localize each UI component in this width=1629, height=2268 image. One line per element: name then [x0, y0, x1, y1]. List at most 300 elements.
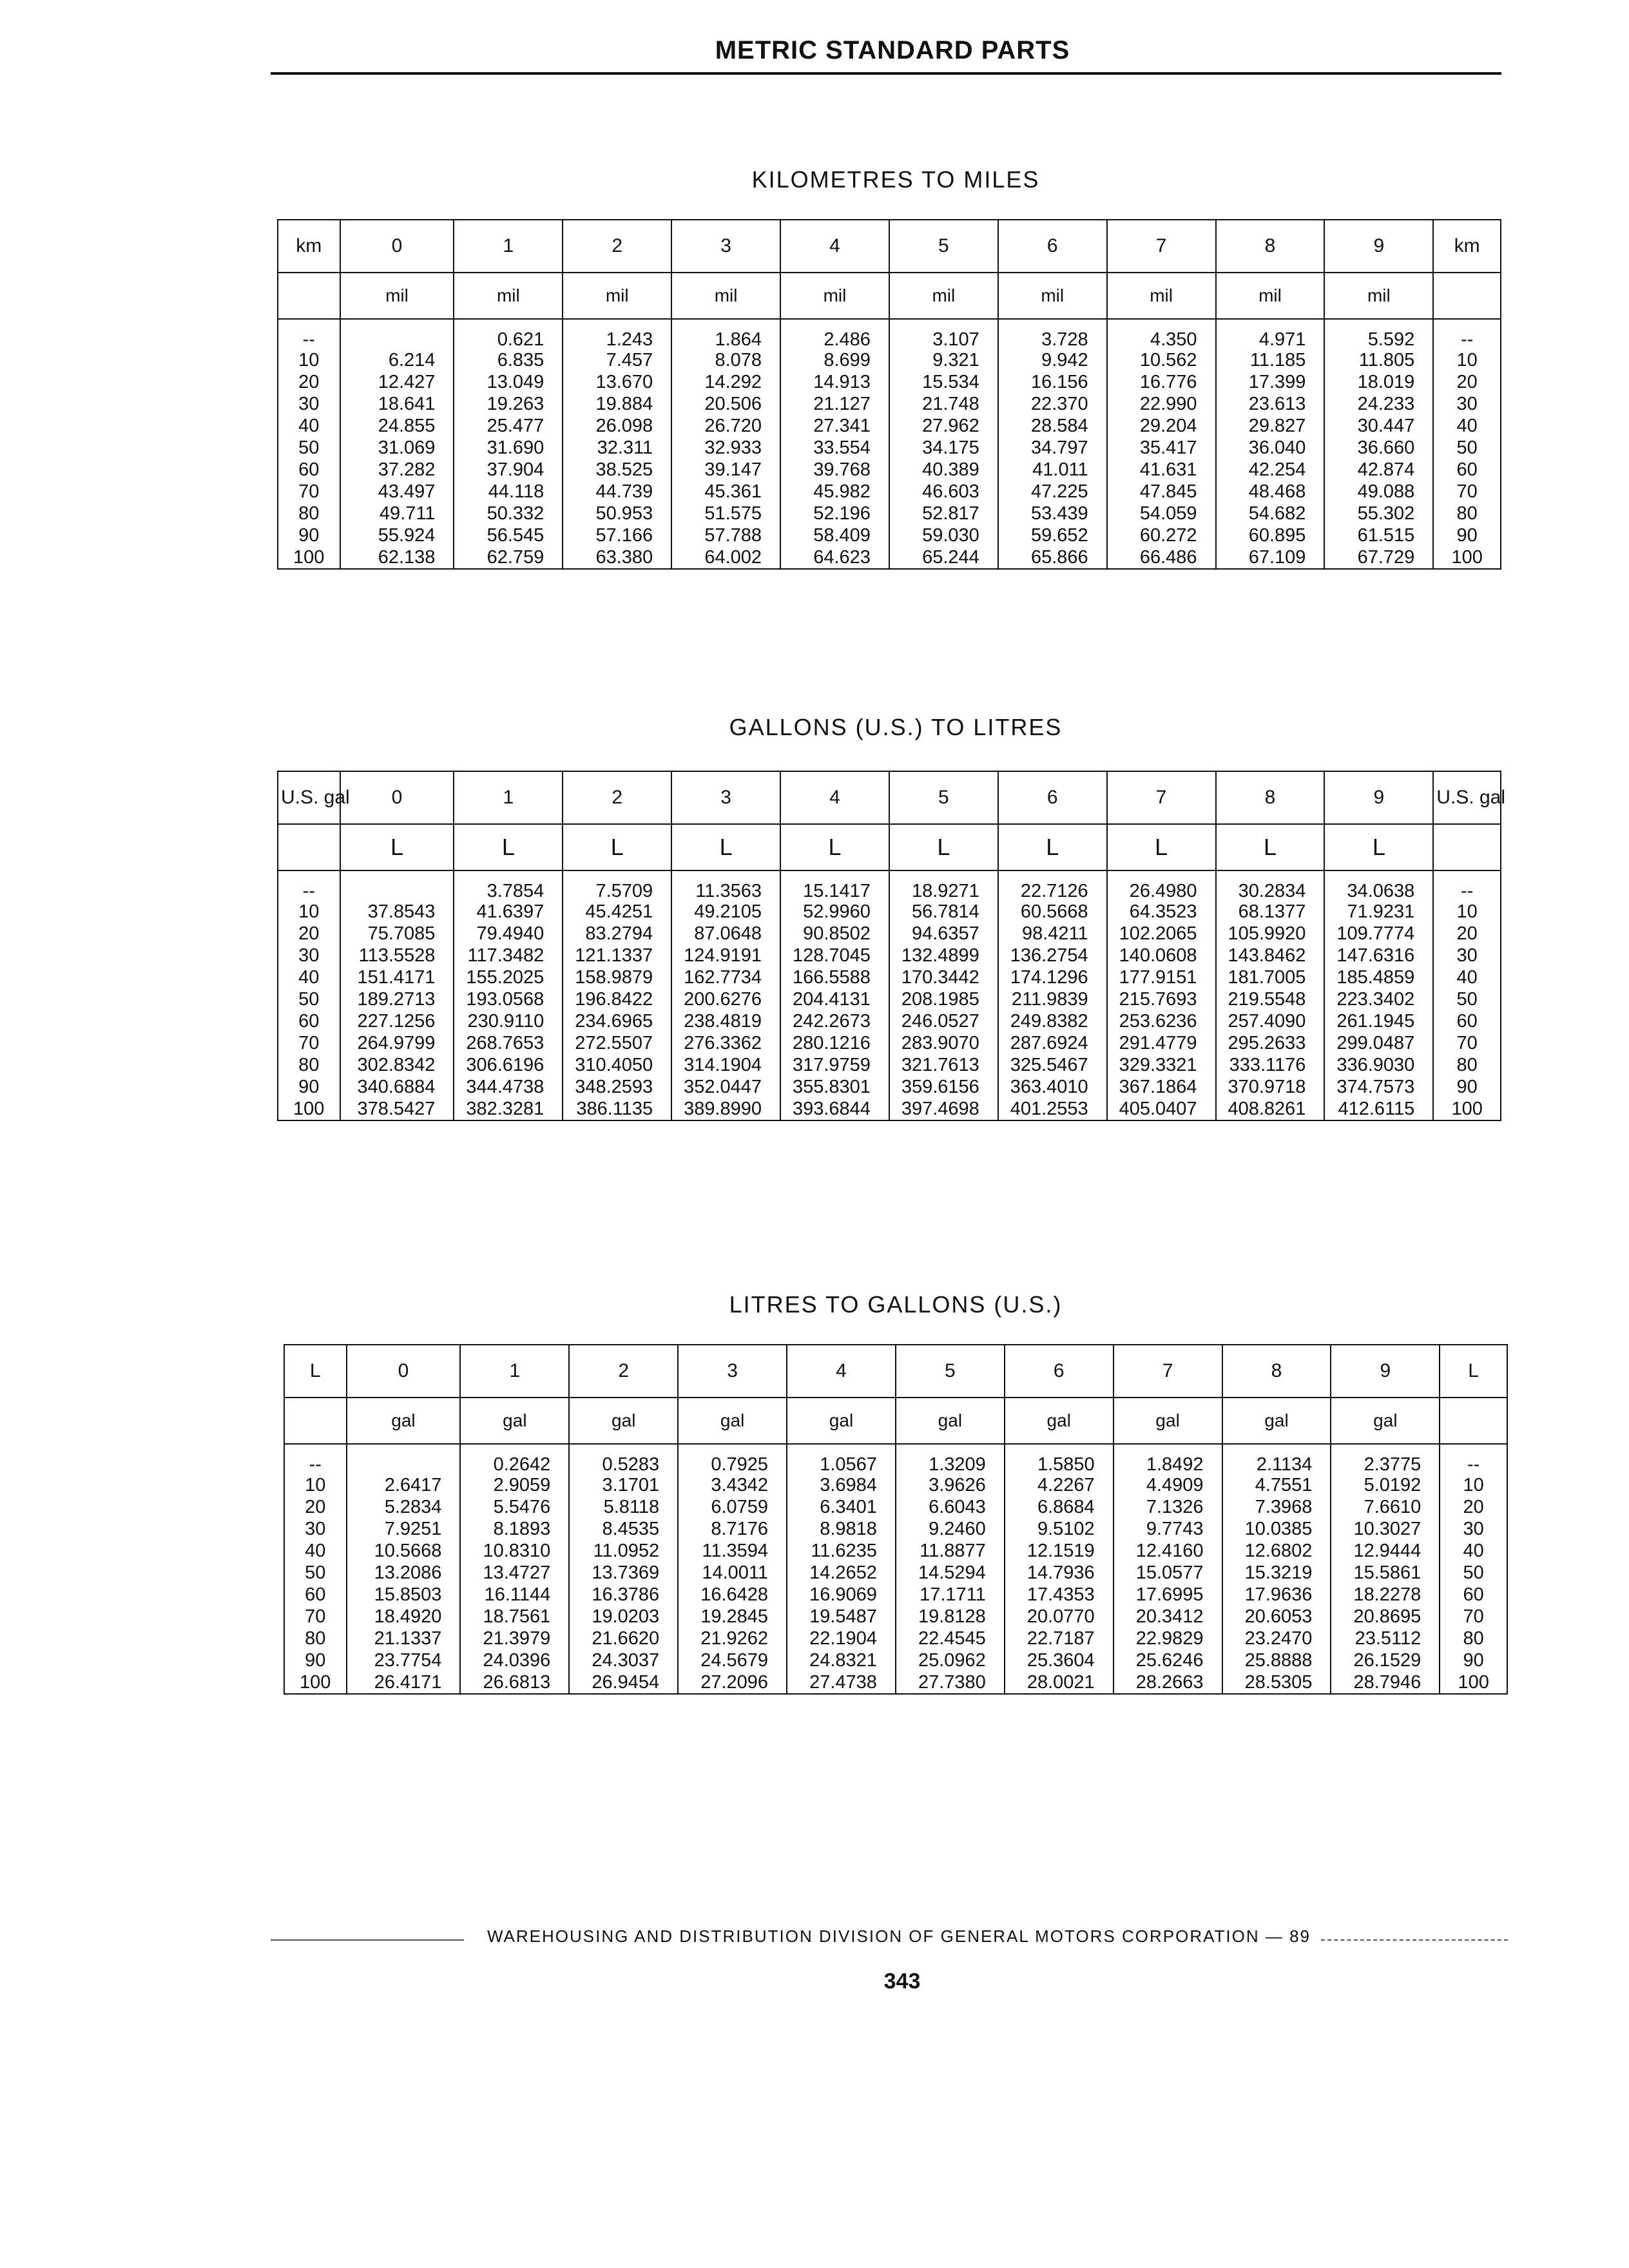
table-row	[284, 1444, 1507, 1474]
table-cell: 196.8422	[563, 988, 671, 1010]
table-cell: 317.9759	[780, 1054, 889, 1076]
unit-label: mil	[998, 273, 1107, 319]
table-cell: 46.603	[889, 481, 998, 503]
table-cell: 132.4899	[889, 945, 998, 966]
table-row	[278, 371, 1501, 393]
table-cell: 87.0648	[671, 923, 780, 945]
table-cell: 24.0396	[460, 1649, 569, 1671]
column-header: 7	[1107, 220, 1216, 273]
table-cell: 140.0608	[1107, 945, 1216, 966]
column-header: 3	[671, 220, 780, 273]
table-cell: 8.4535	[569, 1518, 678, 1540]
row-label: 70	[284, 1606, 347, 1628]
table-cell: 0.7925	[678, 1444, 787, 1474]
table-cell: 27.4738	[787, 1671, 896, 1694]
column-header: 4	[780, 771, 889, 824]
table-cell: 204.4131	[780, 988, 889, 1010]
table-cell: 90.8502	[780, 923, 889, 945]
table-cell: 230.9110	[454, 1010, 563, 1032]
table-row	[284, 1628, 1507, 1649]
table-cell: 370.9718	[1216, 1076, 1325, 1098]
table-cell: 50.332	[454, 503, 563, 524]
table-cell: 4.2267	[1005, 1474, 1113, 1496]
unit-label: L	[1216, 824, 1325, 870]
table-cell: 272.5507	[563, 1032, 671, 1054]
table-cell: 19.263	[454, 393, 563, 415]
table-row	[278, 923, 1501, 945]
table-cell: 336.9030	[1324, 1054, 1433, 1076]
corner-label: L	[284, 1345, 347, 1398]
table-cell: 11.6235	[787, 1540, 896, 1562]
table-cell: 21.1337	[347, 1628, 461, 1649]
column-header: 3	[671, 771, 780, 824]
table-cell: 7.1326	[1113, 1496, 1222, 1518]
table-cell: 6.8684	[1005, 1496, 1113, 1518]
table-cell: 208.1985	[889, 988, 998, 1010]
column-header: 4	[787, 1345, 896, 1398]
table-cell: 13.7369	[569, 1562, 678, 1584]
table-row	[278, 437, 1501, 459]
table-cell: 11.3563	[671, 870, 780, 901]
table-cell: 27.2096	[678, 1671, 787, 1694]
table-cell: 64.623	[780, 546, 889, 569]
row-label: 40	[278, 415, 340, 437]
table-cell: 3.1701	[569, 1474, 678, 1496]
column-header: 9	[1324, 220, 1433, 273]
table-row	[278, 1032, 1501, 1054]
table-cell: 276.3362	[671, 1032, 780, 1054]
table-cell: 249.8382	[998, 1010, 1107, 1032]
table-cell: 58.409	[780, 524, 889, 546]
table-cell: 5.5476	[460, 1496, 569, 1518]
row-label: 30	[1433, 945, 1501, 966]
table-cell: 29.827	[1216, 415, 1325, 437]
table-cell: 23.2470	[1222, 1628, 1331, 1649]
unit-label: mil	[889, 273, 998, 319]
table-cell: 13.2086	[347, 1562, 461, 1584]
table-cell: 158.9879	[563, 966, 671, 988]
table-cell: 21.748	[889, 393, 998, 415]
table-cell: 1.0567	[787, 1444, 896, 1474]
column-header: 5	[896, 1345, 1005, 1398]
table-cell: 45.361	[671, 481, 780, 503]
column-header: 3	[678, 1345, 787, 1398]
table-cell: 26.6813	[460, 1671, 569, 1694]
table-cell: 41.6397	[454, 901, 563, 923]
table-cell: 3.728	[998, 319, 1107, 349]
table-cell: 124.9191	[671, 945, 780, 966]
table-cell: 314.1904	[671, 1054, 780, 1076]
unit-label: gal	[1331, 1398, 1440, 1444]
table-cell: 39.147	[671, 459, 780, 481]
row-label: 30	[278, 945, 340, 966]
table-cell: 2.486	[780, 319, 889, 349]
unit-label: L	[780, 824, 889, 870]
unit-label: gal	[460, 1398, 569, 1444]
table-cell: 11.185	[1216, 349, 1325, 371]
table-cell: 177.9151	[1107, 966, 1216, 988]
row-label: 60	[278, 1010, 340, 1032]
table-cell: 59.652	[998, 524, 1107, 546]
table-cell: 34.797	[998, 437, 1107, 459]
table-cell: 19.0203	[569, 1606, 678, 1628]
row-label: 90	[1433, 1076, 1501, 1098]
table-cell: 162.7734	[671, 966, 780, 988]
table-cell: 26.098	[563, 415, 671, 437]
table-row	[278, 1054, 1501, 1076]
table-row	[278, 1076, 1501, 1098]
row-label: 80	[278, 503, 340, 524]
table-cell: 66.486	[1107, 546, 1216, 569]
table-row	[284, 1518, 1507, 1540]
table-row	[284, 1649, 1507, 1671]
table-cell: 41.011	[998, 459, 1107, 481]
footer-text: WAREHOUSING AND DISTRIBUTION DIVISION OF GENERAL MOTORS CORPORATION — 89	[487, 1927, 1311, 1946]
table-cell: 31.069	[340, 437, 454, 459]
table-cell: 155.2025	[454, 966, 563, 988]
table-cell: 13.049	[454, 371, 563, 393]
row-label: 70	[1440, 1606, 1507, 1628]
column-header: 8	[1222, 1345, 1331, 1398]
table-cell: 185.4859	[1324, 966, 1433, 988]
table-cell: 6.6043	[896, 1496, 1005, 1518]
table-cell: 4.971	[1216, 319, 1325, 349]
table-cell: 136.2754	[998, 945, 1107, 966]
row-label: 10	[278, 349, 340, 371]
unit-label: mil	[1324, 273, 1433, 319]
table-cell: 36.660	[1324, 437, 1433, 459]
table-cell: 25.8888	[1222, 1649, 1331, 1671]
table-cell: 105.9920	[1216, 923, 1325, 945]
row-label: 60	[1433, 1010, 1501, 1032]
row-label: 100	[1433, 546, 1501, 569]
table-cell: 321.7613	[889, 1054, 998, 1076]
table-cell: 9.7743	[1113, 1518, 1222, 1540]
table-cell: 27.341	[780, 415, 889, 437]
table-cell: 45.4251	[563, 901, 671, 923]
table-cell: 14.7936	[1005, 1562, 1113, 1584]
row-label: 20	[1433, 371, 1501, 393]
table-cell: 62.759	[454, 546, 563, 569]
table-cell: 193.0568	[454, 988, 563, 1010]
row-label: 10	[1433, 901, 1501, 923]
row-label: 40	[1433, 415, 1501, 437]
table-cell: 31.690	[454, 437, 563, 459]
table-cell: 25.3604	[1005, 1649, 1113, 1671]
table-cell: 7.3968	[1222, 1496, 1331, 1518]
table-row	[278, 966, 1501, 988]
table-row	[284, 1474, 1507, 1496]
table-cell: 1.8492	[1113, 1444, 1222, 1474]
table-row	[278, 481, 1501, 503]
table-row	[278, 1010, 1501, 1032]
table-cell: 7.9251	[347, 1518, 461, 1540]
table-cell: 26.9454	[569, 1671, 678, 1694]
table-cell: 35.417	[1107, 437, 1216, 459]
table-cell: 227.1256	[340, 1010, 454, 1032]
table-cell: 8.7176	[678, 1518, 787, 1540]
page-number: 343	[883, 1969, 921, 1994]
table-cell: 61.515	[1324, 524, 1433, 546]
unit-spacer	[278, 824, 340, 870]
table-cell: 367.1864	[1107, 1076, 1216, 1098]
table-cell: 15.3219	[1222, 1562, 1331, 1584]
row-label: 20	[1440, 1496, 1507, 1518]
table-cell: 9.2460	[896, 1518, 1005, 1540]
table-cell: 280.1216	[780, 1032, 889, 1054]
table-cell: 21.3979	[460, 1628, 569, 1649]
table-cell: 10.8310	[460, 1540, 569, 1562]
table-row	[284, 1562, 1507, 1584]
table-cell: 287.6924	[998, 1032, 1107, 1054]
table-cell: 42.874	[1324, 459, 1433, 481]
table-cell: 234.6965	[563, 1010, 671, 1032]
column-header: 2	[569, 1345, 678, 1398]
table-cell: 2.3775	[1331, 1444, 1440, 1474]
table-cell: 79.4940	[454, 923, 563, 945]
table-cell: 13.4727	[460, 1562, 569, 1584]
table-cell: 25.6246	[1113, 1649, 1222, 1671]
unit-label: gal	[896, 1398, 1005, 1444]
table-cell: 2.6417	[347, 1474, 461, 1496]
table-cell: 325.5467	[998, 1054, 1107, 1076]
table-cell: 59.030	[889, 524, 998, 546]
table-cell: 166.5588	[780, 966, 889, 988]
table-cell: 17.399	[1216, 371, 1325, 393]
table-cell: 14.292	[671, 371, 780, 393]
table-cell: 22.9829	[1113, 1628, 1222, 1649]
table-cell: 6.835	[454, 349, 563, 371]
table-row	[278, 415, 1501, 437]
table-cell: 109.7774	[1324, 923, 1433, 945]
row-label: 10	[284, 1474, 347, 1496]
table-cell: 18.7561	[460, 1606, 569, 1628]
table-cell: 37.282	[340, 459, 454, 481]
table-cell: 24.8321	[787, 1649, 896, 1671]
table-cell: 6.214	[340, 349, 454, 371]
row-label: 90	[278, 1076, 340, 1098]
table-cell: 50.953	[563, 503, 671, 524]
table-cell	[340, 870, 454, 901]
table-cell: 60.895	[1216, 524, 1325, 546]
table-cell: 408.8261	[1216, 1098, 1325, 1120]
table-gallons-to-litres	[277, 771, 1506, 1121]
table-cell: 3.9626	[896, 1474, 1005, 1496]
table-cell: 5.0192	[1331, 1474, 1440, 1496]
corner-label: km	[278, 220, 340, 273]
table-cell: 8.1893	[460, 1518, 569, 1540]
row-label: 20	[284, 1496, 347, 1518]
column-header: 0	[340, 771, 454, 824]
table-cell: 253.6236	[1107, 1010, 1216, 1032]
table-cell: 11.0952	[569, 1540, 678, 1562]
row-label: 20	[1433, 923, 1501, 945]
table-cell: 65.244	[889, 546, 998, 569]
column-header: 1	[460, 1345, 569, 1398]
row-label: 30	[1433, 393, 1501, 415]
table-cell: 26.4171	[347, 1671, 461, 1694]
table-cell: 53.439	[998, 503, 1107, 524]
table-cell: 56.7814	[889, 901, 998, 923]
table-cell: 17.1711	[896, 1584, 1005, 1606]
row-label: 80	[278, 1054, 340, 1076]
table-cell: 10.0385	[1222, 1518, 1331, 1540]
right-label: L	[1440, 1345, 1507, 1398]
table-cell: 19.2845	[678, 1606, 787, 1628]
column-header: 9	[1324, 771, 1433, 824]
table-cell: 4.4909	[1113, 1474, 1222, 1496]
table-cell: 0.2642	[460, 1444, 569, 1474]
unit-spacer	[278, 273, 340, 319]
table-cell: 382.3281	[454, 1098, 563, 1120]
row-label: --	[278, 870, 340, 901]
row-label: 90	[1440, 1649, 1507, 1671]
row-label: --	[278, 319, 340, 349]
table-cell: 51.575	[671, 503, 780, 524]
row-label: 50	[1433, 988, 1501, 1010]
table-cell: 15.8503	[347, 1584, 461, 1606]
table-cell: 386.1135	[563, 1098, 671, 1120]
table-cell: 5.2834	[347, 1496, 461, 1518]
table-km-to-miles	[277, 219, 1501, 570]
table-cell: 18.9271	[889, 870, 998, 901]
table-cell: 17.6995	[1113, 1584, 1222, 1606]
row-label: 60	[284, 1584, 347, 1606]
table-cell: 16.776	[1107, 371, 1216, 393]
table-cell: 200.6276	[671, 988, 780, 1010]
table-cell: 397.4698	[889, 1098, 998, 1120]
table-row	[284, 1540, 1507, 1562]
table-row	[284, 1584, 1507, 1606]
unit-label: mil	[1107, 273, 1216, 319]
table-unit-row	[278, 824, 1501, 870]
table-cell: 47.845	[1107, 481, 1216, 503]
table-cell: 113.5528	[340, 945, 454, 966]
row-label: 100	[1433, 1098, 1501, 1120]
table-cell: 14.5294	[896, 1562, 1005, 1584]
table-cell: 359.6156	[889, 1076, 998, 1098]
table-cell: 22.370	[998, 393, 1107, 415]
table-row	[278, 393, 1501, 415]
row-label: 30	[1440, 1518, 1507, 1540]
table-row	[284, 1671, 1507, 1694]
table-cell: 16.1144	[460, 1584, 569, 1606]
table-cell: 4.350	[1107, 319, 1216, 349]
table-cell: 18.2278	[1331, 1584, 1440, 1606]
table-cell: 22.4545	[896, 1628, 1005, 1649]
table-cell: 9.321	[889, 349, 998, 371]
row-label: 40	[284, 1540, 347, 1562]
unit-label: gal	[1113, 1398, 1222, 1444]
table-cell: 15.534	[889, 371, 998, 393]
row-label: 30	[278, 393, 340, 415]
column-header: 6	[998, 220, 1107, 273]
unit-label: mil	[1216, 273, 1325, 319]
row-label: 40	[1433, 966, 1501, 988]
table-cell: 1.864	[671, 319, 780, 349]
table-cell: 291.4779	[1107, 1032, 1216, 1054]
table-cell: 19.8128	[896, 1606, 1005, 1628]
table-cell: 60.5668	[998, 901, 1107, 923]
unit-label: L	[671, 824, 780, 870]
table-cell: 60.272	[1107, 524, 1216, 546]
column-header: 6	[998, 771, 1107, 824]
table-cell: 21.127	[780, 393, 889, 415]
row-label: 10	[278, 901, 340, 923]
table-cell: 12.9444	[1331, 1540, 1440, 1562]
unit-label: L	[889, 824, 998, 870]
table-cell: 26.4980	[1107, 870, 1216, 901]
page-title: METRIC STANDARD PARTS	[715, 36, 1070, 64]
table-cell: 11.8877	[896, 1540, 1005, 1562]
unit-label: L	[454, 824, 563, 870]
table-row	[284, 1606, 1507, 1628]
section-title-km-to-miles: KILOMETRES TO MILES	[751, 166, 1040, 193]
table-cell: 242.2673	[780, 1010, 889, 1032]
table-cell: 20.0770	[1005, 1606, 1113, 1628]
row-label: 60	[278, 459, 340, 481]
table-cell: 170.3442	[889, 966, 998, 988]
table-row	[278, 524, 1501, 546]
table-cell: 37.8543	[340, 901, 454, 923]
row-label: 60	[1433, 459, 1501, 481]
table-cell: 63.380	[563, 546, 671, 569]
column-header: 2	[563, 220, 671, 273]
table-cell: 219.5548	[1216, 988, 1325, 1010]
table-cell: 174.1296	[998, 966, 1107, 988]
column-header: 1	[454, 220, 563, 273]
table-cell	[347, 1444, 461, 1474]
table-cell: 22.7187	[1005, 1628, 1113, 1649]
row-label: 10	[1433, 349, 1501, 371]
row-label: 10	[1440, 1474, 1507, 1496]
column-header: 5	[889, 771, 998, 824]
table-cell: 12.6802	[1222, 1540, 1331, 1562]
row-label: 20	[278, 923, 340, 945]
table-cell: 3.107	[889, 319, 998, 349]
row-label: 40	[278, 966, 340, 988]
table-cell: 2.1134	[1222, 1444, 1331, 1474]
unit-label: L	[563, 824, 671, 870]
row-label: 90	[278, 524, 340, 546]
table-cell: 389.8990	[671, 1098, 780, 1120]
table-cell: 57.788	[671, 524, 780, 546]
table-cell: 333.1176	[1216, 1054, 1325, 1076]
column-header: 0	[340, 220, 454, 273]
table-cell: 0.5283	[569, 1444, 678, 1474]
table-row	[278, 1098, 1501, 1120]
table-cell: 13.670	[563, 371, 671, 393]
table-cell: 47.225	[998, 481, 1107, 503]
header-rule	[271, 72, 1501, 75]
unit-label: gal	[347, 1398, 461, 1444]
table-cell: 49.088	[1324, 481, 1433, 503]
table-cell: 3.6984	[787, 1474, 896, 1496]
corner-label: U.S. gal	[278, 771, 340, 824]
unit-label: gal	[678, 1398, 787, 1444]
table-cell: 30.447	[1324, 415, 1433, 437]
table-cell: 0.621	[454, 319, 563, 349]
row-label: 100	[278, 546, 340, 569]
column-header: 5	[889, 220, 998, 273]
table-cell: 20.506	[671, 393, 780, 415]
table-cell: 363.4010	[998, 1076, 1107, 1098]
table-cell: 56.545	[454, 524, 563, 546]
table-cell: 20.8695	[1331, 1606, 1440, 1628]
table-cell: 8.699	[780, 349, 889, 371]
table-cell: 23.7754	[347, 1649, 461, 1671]
column-header: 9	[1331, 1345, 1440, 1398]
